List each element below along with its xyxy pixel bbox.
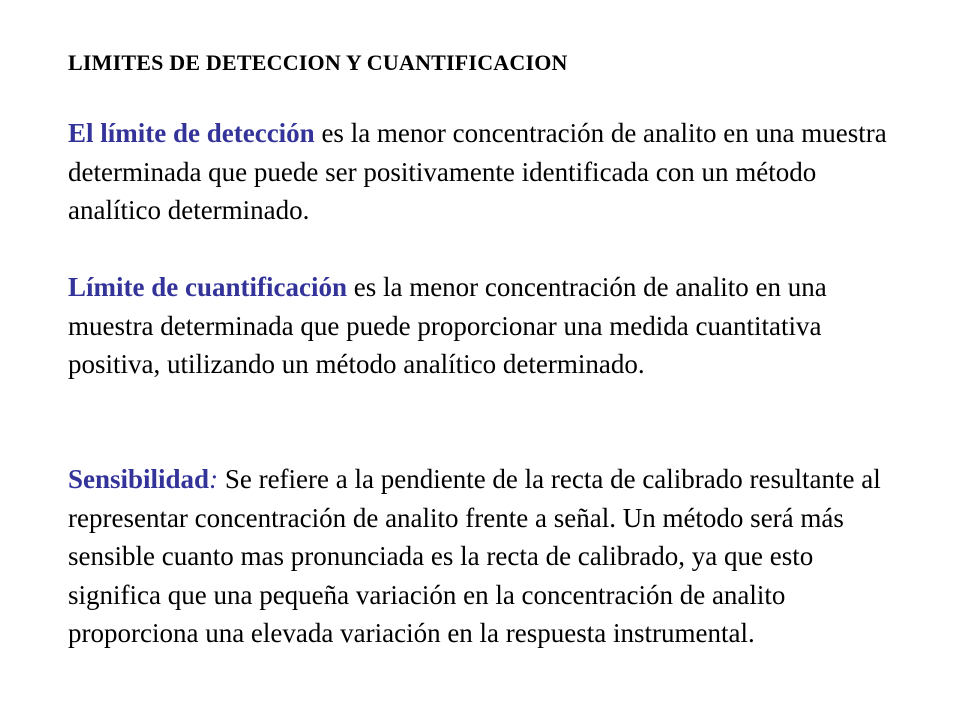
slide-title: LIMITES DE DETECCION Y CUANTIFICACION: [68, 50, 568, 75]
term-quantification-limit: Límite de cuantificación: [68, 272, 347, 302]
term-sensitivity: Sensibilidad: [68, 464, 210, 494]
paragraph-sensitivity: [68, 460, 898, 653]
definition-text: es la menor concentración de analito en una muestra determinada que puede ser positivamente identificada con un método analítico determinado.: [68, 118, 887, 226]
paragraph-detection-limit: [68, 114, 898, 230]
definition-text: Se refiere a la pendiente de la recta de calibrado resultante al representar concentración de analito frente a señal. Un método será más sensible cuanto mas pronunciada es la recta de calibrado, ya que esto significa que una pequeña variación en la concentración de analito proporciona una elevada variación en la respuesta instrumental.: [68, 464, 881, 649]
definition-text: es la menor concentración de analito en una muestra determinada que puede proporcionar una medida cuantitativa positiva, utilizando un método analítico determinado.: [68, 272, 827, 380]
paragraph-quantification-limit: [68, 268, 898, 384]
separator: :: [209, 464, 219, 494]
term-detection-limit: El límite de detección: [68, 118, 315, 148]
